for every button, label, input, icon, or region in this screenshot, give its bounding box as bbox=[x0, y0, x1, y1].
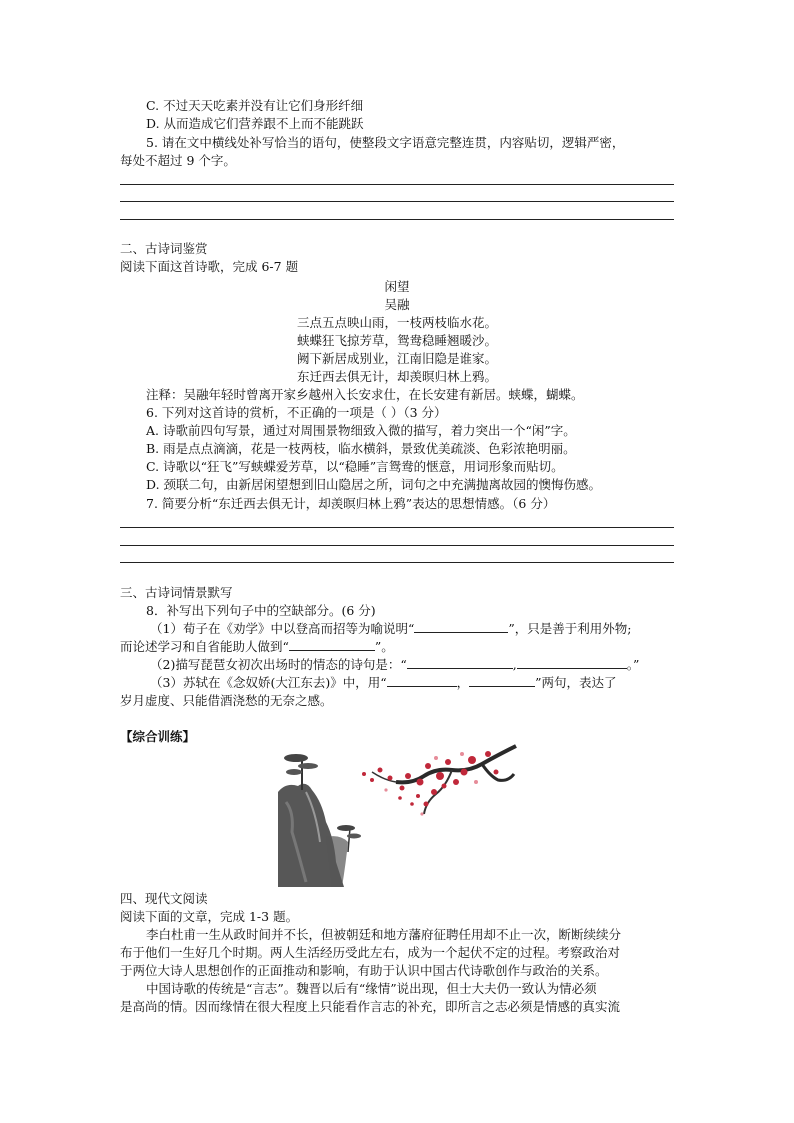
section2-heading: 二、古诗词鉴赏 bbox=[120, 241, 208, 256]
q8-item3-text: （3）苏轼在《念奴娇(大江东去)》中，用“ bbox=[150, 675, 387, 690]
q8-item1-cont bbox=[120, 638, 394, 655]
q4-option-d: D. 从而造成它们营养跟不上而不能跳跃 bbox=[146, 116, 364, 131]
answer-line[interactable] bbox=[120, 201, 674, 202]
poem-line: 阙下新居成别业，江南旧隐是谁家。 bbox=[296, 351, 497, 366]
section4-instruction: 阅读下面的文章，完成 1-3 题。 bbox=[120, 909, 299, 924]
q6-stem: 6. 下列对这首诗的赏析，不正确的一项是（ ）（3 分） bbox=[146, 405, 447, 420]
q7-stem: 7. 简要分析“东迁西去俱无计，却羡暝归林上鸦”表达的思想情感。（6 分） bbox=[146, 496, 556, 511]
fill-blank[interactable] bbox=[289, 638, 375, 651]
q6-option-a: A. 诗歌前四句写景，通过对周围景物细致入微的描写，着力突出一个“闲”字。 bbox=[146, 423, 576, 438]
answer-line[interactable] bbox=[120, 219, 674, 220]
q8-item1-text: ”，只是善于利用外物; bbox=[508, 621, 632, 636]
q8-item3-text: ， bbox=[456, 675, 470, 690]
answer-line[interactable] bbox=[120, 562, 674, 563]
q6-option-b: B. 雨是点点滴滴，花是一枝两枝，临水横斜，景致优美疏淡、色彩浓艳明丽。 bbox=[146, 441, 576, 456]
poem-note: 注释：吴融年轻时曾离开家乡越州入长安求仕，在长安建有新居。蛱蝶，蝴蝶。 bbox=[146, 387, 584, 402]
q8-item2-text: 。” bbox=[626, 657, 640, 672]
fill-blank[interactable] bbox=[387, 674, 457, 687]
q8-item3-text: ”两句，表达了 bbox=[535, 675, 617, 690]
paragraph-text: ”。魏晋以后有“ bbox=[277, 981, 366, 996]
q8-item2-text: （2)描写琵琶女初次出场时的情态的诗句是：“ bbox=[150, 657, 407, 672]
q8-item2 bbox=[150, 656, 639, 673]
poem-line: 东迁西去俱无计，却羡暝归林上鸦。 bbox=[296, 369, 497, 384]
paragraph-line: 于两位大诗人思想创作的正面推动和影响，有助于认识中国古代诗歌创作与政治的关系。 bbox=[120, 963, 608, 978]
fill-blank[interactable] bbox=[517, 656, 627, 669]
paragraph-term: 言志 bbox=[252, 981, 278, 996]
paragraph-line: 布于他们一生好几个时期。两人生活经历受此左右，成为一个起伏不定的过程。考察政治对 bbox=[120, 945, 621, 960]
poem-line: 蛱蝶狂飞掠芳草，鸳鸯稳睡翘暖沙。 bbox=[296, 333, 497, 348]
q5-line2: 每处不超过 9 个字。 bbox=[120, 153, 236, 168]
ink-painting-illustration bbox=[276, 742, 518, 887]
q6-option-c: C. 诗歌以“狂飞”写蛱蝶爱芳草，以“稳睡”言鸳鸯的惬意，用词形象而贴切。 bbox=[146, 459, 564, 474]
q8-item1 bbox=[150, 620, 631, 637]
answer-line[interactable] bbox=[120, 545, 674, 546]
section2-instruction: 阅读下面这首诗歌，完成 6-7 题 bbox=[120, 259, 299, 274]
q4-option-c: C. 不过天天吃素并没有让它们身形纤细 bbox=[146, 98, 364, 113]
poem-line: 三点五点映山雨，一枝两枝临水花。 bbox=[296, 315, 497, 330]
q8-item1-text: （1）荀子在《劝学》中以登高而招等为喻说明“ bbox=[150, 621, 415, 636]
q8-item3 bbox=[150, 674, 617, 691]
fill-blank[interactable] bbox=[414, 620, 508, 633]
q6-option-d: D. 颈联二句，由新居闲望想到旧山隐居之所，词句之中充满抛离故园的懊悔伤感。 bbox=[146, 477, 602, 492]
fill-blank[interactable] bbox=[469, 674, 535, 687]
q8-item1-text: ”。 bbox=[374, 639, 394, 654]
q8-item3-cont: 岁月虚度、只能借酒浇愁的无奈之感。 bbox=[120, 693, 333, 708]
training-heading: 【综合训练】 bbox=[120, 729, 196, 744]
poem-author: 吴融 bbox=[384, 297, 410, 312]
q5-line1: 5. 请在文中横线处补写恰当的语句，使整段文字语意完整连贯，内容贴切，逻辑严密， bbox=[146, 135, 625, 150]
paragraph-line: 李白杜甫一生从政时间并不长，但被朝廷和地方藩府征聘任用却不止一次，断断续续分 bbox=[146, 927, 622, 942]
poem-title: 闲望 bbox=[384, 279, 410, 294]
paragraph-line: 是高尚的情。因而缘情在很大程度上只能看作言志的补充，即所言之志必须是情感的真实流 bbox=[120, 999, 621, 1014]
answer-line[interactable] bbox=[120, 184, 674, 185]
paragraph-term: 缘情 bbox=[365, 981, 391, 996]
section4-heading: 四、现代文阅读 bbox=[120, 891, 208, 906]
fill-blank[interactable] bbox=[407, 656, 513, 669]
paragraph-text: ”说出现，但士大夫仍一致认为情必须 bbox=[390, 981, 597, 996]
answer-line[interactable] bbox=[120, 527, 674, 528]
q8-item2-text: , bbox=[512, 657, 517, 672]
q8-stem: 8．补写出下列句子中的空缺部分。(6 分) bbox=[146, 603, 376, 618]
q8-item1-text: 而论述学习和自省能助人做到“ bbox=[120, 639, 289, 654]
section3-heading: 三、古诗词情景默写 bbox=[120, 585, 233, 600]
paragraph-line bbox=[146, 980, 597, 997]
paragraph-text: 中国诗歌的传统是“ bbox=[146, 981, 253, 996]
